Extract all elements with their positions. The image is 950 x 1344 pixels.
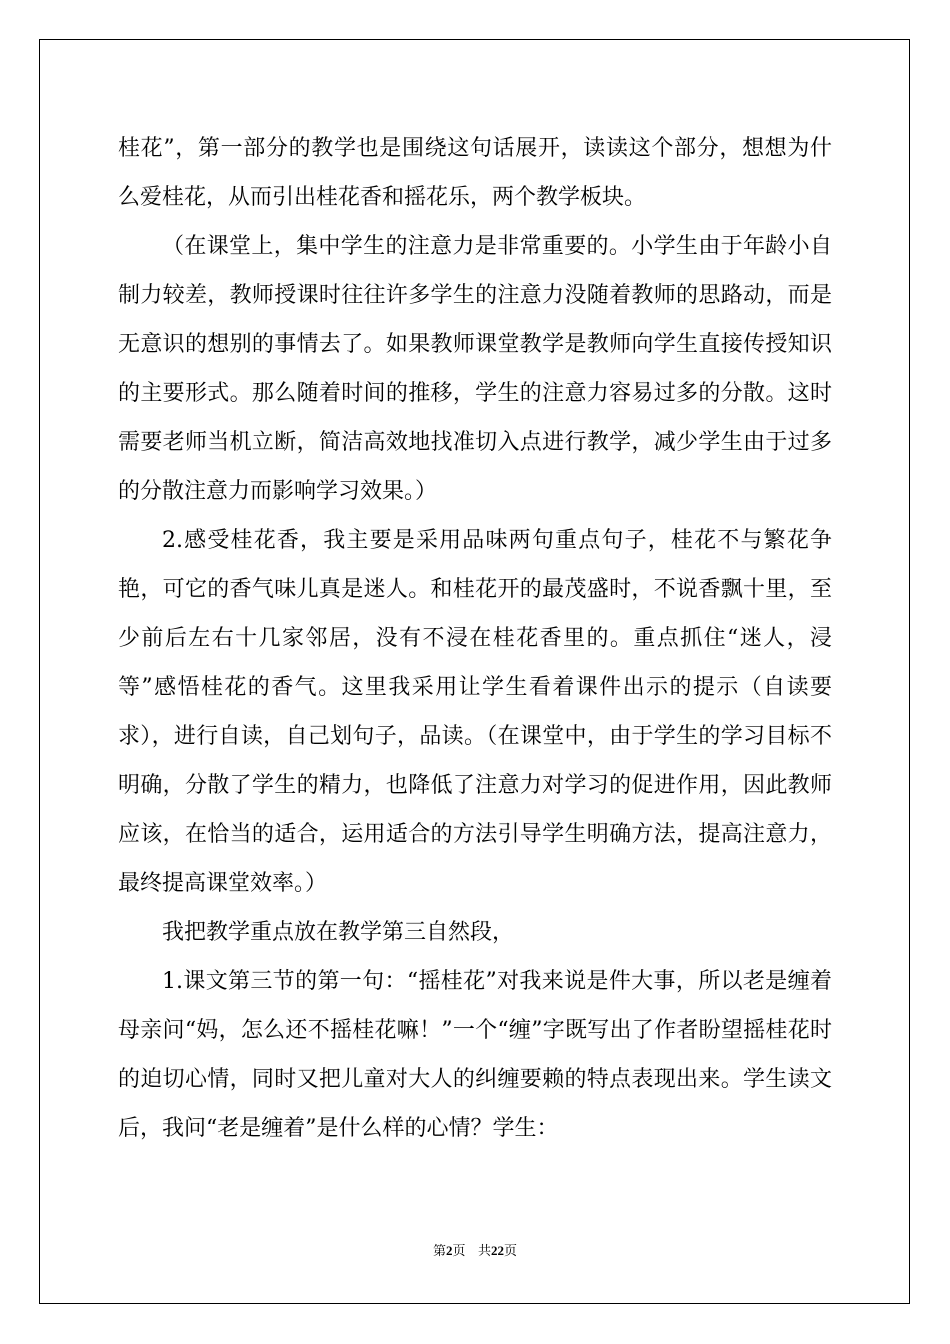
page-footer: [0, 1240, 950, 1259]
paragraph-1: 桂花”，第一部分的教学也是围绕这句话展开，读读这个部分，想想为什么爱桂花，从而引出桂花香和摇花乐，两个教学板块。: [118, 136, 832, 210]
total-pages-number: 22: [490, 1243, 504, 1258]
footer-middle: 页 共: [452, 1244, 491, 1259]
footer-prefix: 第: [433, 1244, 447, 1259]
document-body: [118, 124, 832, 1153]
paragraph-2: （在课堂上，集中学生的注意力是非常重要的。小学生由于年龄小自制力较差，教师授课时往往许多学生的注意力没随着教师的思路动，而是无意识的想别的事情去了。如果教师课堂教学是教师向学生直接传授知识的主要形式。那么随着时间的推移，学生的注意力容易过多的分散。这时需要老师当机立断，简洁高效地找准切入点进行教学，减少学生由于过多的分散注意力而影响学习效果。）: [118, 234, 832, 504]
paragraph-3: 2.感受桂花香，我主要是采用品味两句重点句子，桂花不与繁花争艳，可它的香气味儿真是迷人。和桂花开的最茂盛时，不说香飘十里，至少前后左右十几家邻居，没有不浸在桂花香里的。重点抓住“迷人，浸等”感悟桂花的香气。这里我采用让学生看着课件出示的提示（自读要求），进行自读，自己划句子，品读。（在课堂中，由于学生的学习目标不明确，分散了学生的精力，也降低了注意力对学习的促进作用，因此教师应该，在恰当的适合，运用适合的方法引导学生明确方法，提高注意力，最终提高课堂效率。）: [118, 528, 832, 896]
current-page-number: 2: [446, 1243, 453, 1258]
paragraph-4: 我把教学重点放在教学第三自然段，: [162, 920, 515, 945]
paragraph-5: 1.课文第三节的第一句：“摇桂花”对我来说是件大事，所以老是缠着母亲问“妈，怎么还不摇桂花嘛！”一个“缠”字既写出了作者盼望摇桂花时的迫切心情，同时又把儿童对大人的纠缠要赖的特点表现出来。学生读文后，我问“老是缠着”是什么样的心情？学生：: [118, 969, 832, 1141]
footer-suffix: 页: [503, 1244, 517, 1259]
